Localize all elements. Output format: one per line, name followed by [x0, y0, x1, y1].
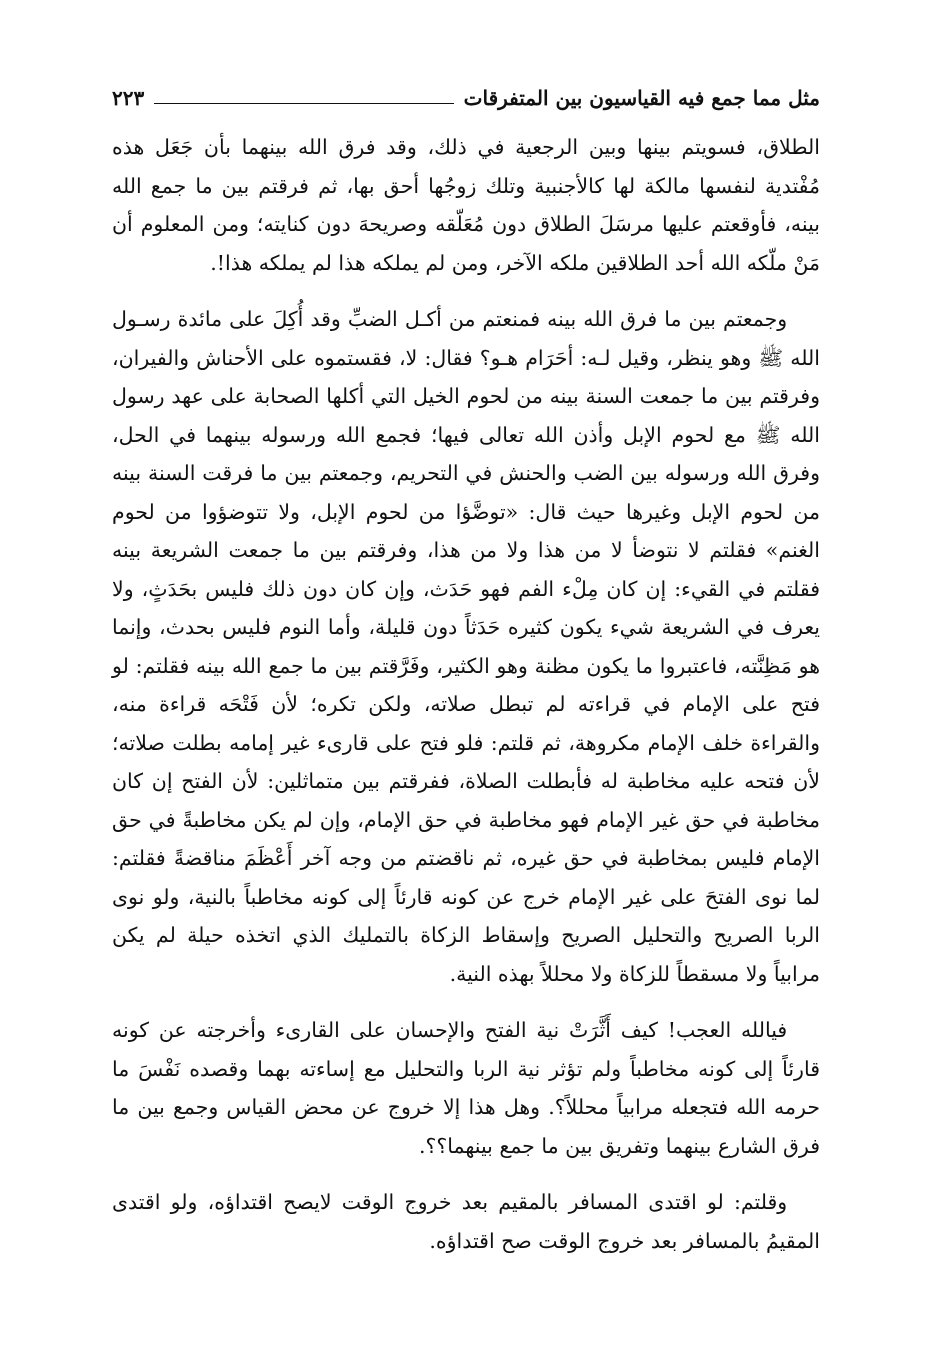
chapter-title: مثل مما جمع فيه القياسيون بين المتفرقات	[463, 86, 820, 110]
book-page	[112, 80, 820, 1260]
paragraph-4: وقلتم: لو اقتدى المسافر بالمقيم بعد خروج الوقت لايصح اقتداؤه، ولو اقتدى المقيمُ بالمسافر بعد خروج الوقت صح اقتداؤه.	[112, 1190, 820, 1253]
running-header	[112, 80, 820, 116]
paragraph-1: الطلاق، فسويتم بينها وبين الرجعية في ذلك، وقد فرق الله بينهما بأن جَعَل هذه مُفْتدية لنفسها مالكة لها كالأجنبية وتلك زوجُها أحق بها، ثم فرقتم بين ما جمع الله بينه، فأوقعتم عليها مرسَلَ الطلاق دون مُعَلّقه وصريحهَ دون كنايته؛ ومن المعلوم أن مَنْ ملّكه الله أحد الطلاقين ملكه الآخر، ومن لم يملكه هذا لم يملكه هذا!.	[112, 135, 820, 275]
page-number: ٢٢٣	[112, 86, 145, 110]
paragraph-3: فيالله العجب! كيف أَثَّرَتْ نية الفتح والإحسان على القارىء وأخرجته عن كونه قارئاً إلى كونه مخاطباً ولم تؤثر نية الربا والتحليل مع إساءته بهما وقصده نَفْسَ ما حرمه الله فتجعله مرابياً محللاً؟. وهل هذا إلا خروج عن محض القياس وجمع بين ما فرق الشارع بينهما وتفريق بين ما جمع بينهما؟؟.	[112, 1018, 820, 1158]
header-rule	[154, 103, 453, 104]
paragraph-2: وجمعتم بين ما فرق الله بينه فمنعتم من أكـل الضبِّ وقد أُكِلَ على مائدة رسـول الله ﷺ وهو ينظر، وقيل لـه: أحَرَام هـو؟ فقال: لا، فقستموه على الأحناش والفيران، وفرقتم بين ما جمعت السنة بينه من لحوم الخيل التي أكلها الصحابة على عهد رسول الله ﷺ مع لحوم الإبل وأذن الله تعالى فيها؛ فجمع الله ورسوله بينهما في الحل، وفرق الله ورسوله بين الضب والحنش في التحريم، وجمعتم بين ما فرقت السنة بينه من لحوم الإبل وغيرها حيث قال: «توضَّؤا من لحوم الإبل، ولا تتوضؤوا من لحوم الغنم» فقلتم لا نتوضأ لا من هذا ولا من هذا، وفرقتم بين ما جمعت الشريعة بينه فقلتم في القيء: إن كان مِلْء الفم فهو حَدَث، وإن كان دون ذلك فليس بحَدَثٍ، ولا يعرف في الشريعة شيء يكون كثيره حَدَثاً دون قليلة، وأما النوم فليس بحدث، وإنما هو مَظِنَّته، فاعتبروا ما يكون مظنة وهو الكثير، وفَرَّقتم بين ما جمع الله بينه فقلتم: لو فتح على الإمام في قراءته لم تبطل صلاته، ولكن تكره؛ لأن فَتْحَه قراءة منه، والقراءة خلف الإمام مكروهة، ثم قلتم: فلو فتح على قارىء غير إمامه بطلت صلاته؛ لأن فتحه عليه مخاطبة له فأبطلت الصلاة، ففرقتم بين متماثلين: لأن الفتح إن كان مخاطبة في حق غير الإمام فهو مخاطبة في حق الإمام، وإن لم يكن مخاطبةً في حق الإمام فليس بمخاطبة في حق غيره، ثم ناقضتم من وجه آخر أَعْظَمَ مناقضةً فقلتم: لما نوى الفتحَ على غير الإمام خرج عن كونه قارئاً إلى كونه مخاطباً بالنية، ولو نوى الربا الصريح والتحليل الصريح وإسقاط الزكاة بالتمليك الذي اتخذه حيلة لم يكن مرابياً ولا مسقطاً للزكاة ولا محللاً بهذه النية.	[112, 307, 820, 986]
